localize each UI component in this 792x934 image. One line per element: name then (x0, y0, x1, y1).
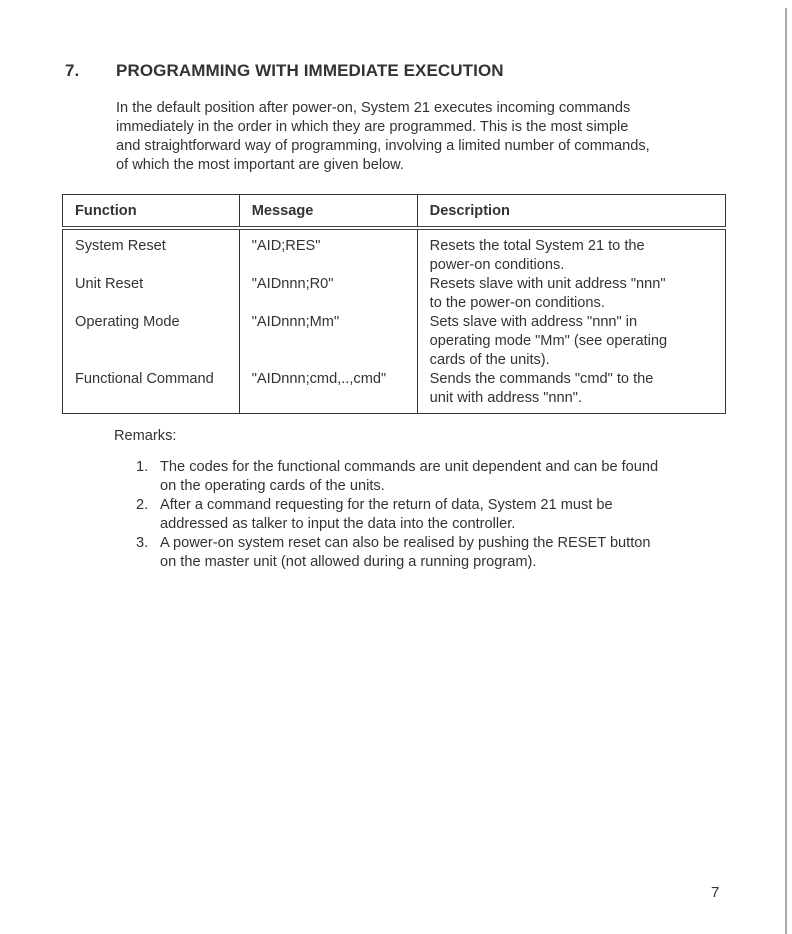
remark-line: A power-on system reset can also be realised by pushing the RESET button (160, 535, 651, 551)
remark-line: The codes for the functional commands are unit dependent and can be found (160, 459, 659, 475)
intro-line: of which the most important are given below. (116, 157, 404, 173)
description-line: Sets slave with address "nnn" in (429, 314, 638, 330)
remark-number: 2. (136, 497, 149, 513)
description-line: power-on conditions. (429, 257, 565, 273)
remark-number: 3. (136, 535, 149, 551)
cell-function: Unit Reset (75, 276, 144, 292)
table-row (63, 228, 726, 275)
cell-message: "AID;RES" (239, 228, 417, 275)
cell-function: System Reset (75, 238, 166, 254)
remark-item (136, 534, 736, 572)
table-header-row (63, 195, 726, 229)
intro-line: and straightforward way of programming, involving a limited number of commands, (116, 138, 650, 154)
description-line: Resets slave with unit address "nnn" (429, 276, 666, 292)
remarks-label: Remarks: (114, 428, 177, 444)
remark-item (136, 458, 736, 496)
description-line: to the power-on conditions. (429, 295, 605, 311)
description-line: Resets the total System 21 to the (429, 238, 645, 254)
remark-line: addressed as talker to input the data into the controller. (160, 516, 516, 532)
cell-message: "AIDnnn;cmd,..,cmd" (239, 370, 417, 414)
table-row (63, 275, 726, 313)
intro-line: In the default position after power-on, System 21 executes incoming commands (116, 100, 631, 116)
cell-message: "AIDnnn;Mm" (239, 313, 417, 370)
table-row (63, 313, 726, 370)
page-number: 7 (711, 884, 720, 901)
remark-number: 1. (136, 459, 149, 475)
cell-message: "AIDnnn;R0" (239, 275, 417, 313)
header-description: Description (417, 195, 725, 229)
remark-line: After a command requesting for the return of data, System 21 must be (160, 497, 613, 513)
section-title: PROGRAMMING WITH IMMEDIATE EXECUTION (116, 61, 504, 80)
description-line: operating mode "Mm" (see operating (429, 333, 668, 349)
description-line: unit with address "nnn". (429, 390, 582, 406)
description-line: Sends the commands "cmd" to the (429, 371, 654, 387)
description-line: cards of the units). (429, 352, 550, 368)
remark-line: on the master unit (not allowed during a running program). (160, 554, 537, 570)
command-table (62, 194, 726, 414)
remark-line: on the operating cards of the units. (160, 478, 385, 494)
page-edge-line (785, 8, 787, 934)
section-number: 7. (65, 61, 80, 80)
remarks-list (136, 458, 736, 572)
remark-item (136, 496, 736, 534)
header-message: Message (239, 195, 417, 229)
cell-description (417, 313, 725, 370)
cell-description (417, 228, 725, 275)
intro-paragraph (116, 99, 736, 175)
cell-function: Operating Mode (75, 314, 180, 330)
intro-line: immediately in the order in which they are programmed. This is the most simple (116, 119, 629, 135)
cell-function: Functional Command (75, 371, 214, 387)
table-row (63, 370, 726, 414)
cell-description (417, 275, 725, 313)
header-function: Function (63, 195, 240, 229)
cell-description (417, 370, 725, 414)
